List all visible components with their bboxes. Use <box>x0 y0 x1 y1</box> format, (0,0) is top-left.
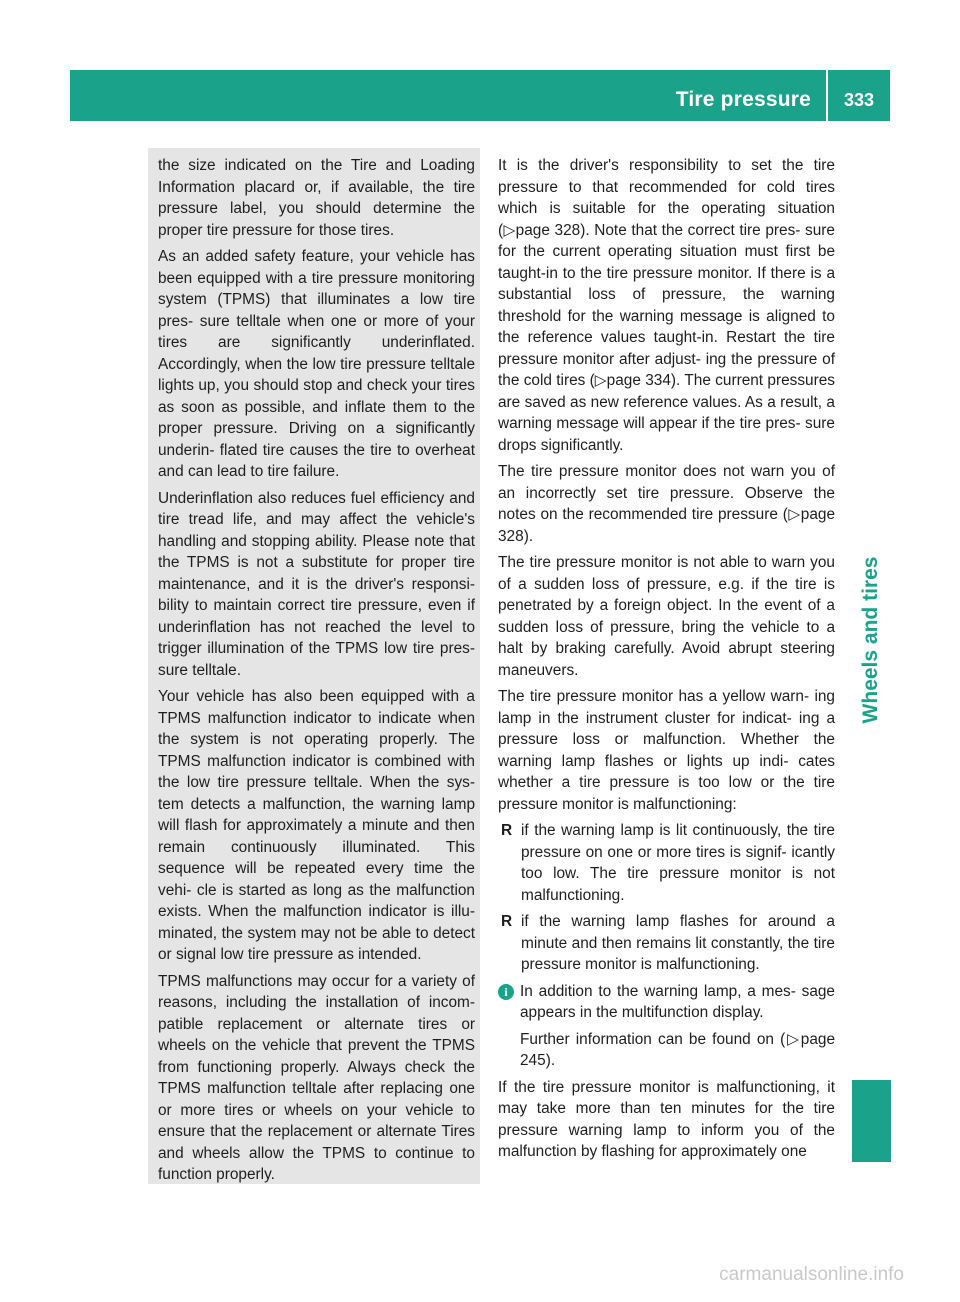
chapter-tab-label: Wheels and tires <box>859 556 882 724</box>
note-text: In addition to the warning lamp, a mes- sage appears in the multifunction display. <box>520 982 835 1021</box>
text: . <box>528 527 534 545</box>
paragraph: TPMS malfunctions may occur for a variety of reasons, including the installation of incom- patible replacement or alternate tires or wheels on the vehicle that prevent the TPMS from functioning properly. Always check the TPMS malfunction telltale after replacing one or more tires or wheels on your vehicle to ensure that the replacement or alternate Tires and wheels allow the TPMS to continue to function properly. <box>158 972 475 1183</box>
page-reference-link[interactable]: (▷ page 328 ) <box>498 222 585 239</box>
page-reference-link[interactable]: (▷ page 245 ) <box>520 1031 835 1070</box>
paragraph: If the tire pressure monitor is malfunctioning, it may take more than ten minutes for the tire pressure warning lamp to inform you of the malfunction by flashing for approximately one <box>498 1078 835 1160</box>
bullet-icon: R <box>501 822 513 839</box>
paragraph: Your vehicle has also been equipped with a TPMS malfunction indicator to indicate when the system is not operating properly. The TPMS malfunction indicator is combined with the low tire pressure telltale. When the sys- tem detects a malfunction, the warning lamp will flash for approximately a minute and then remain continuously illuminated. This sequence will be repeated every time the vehi- cle is started as long as the malfunction exists. When the malfunction indicator is illu- minated, the system may not be able to detect or signal low tire pressure as intended. <box>158 688 475 963</box>
left-column <box>158 155 475 1191</box>
paragraph <box>498 155 835 456</box>
paragraph: As an added safety feature, your vehicle has been equipped with a tire pressure monitoring system (TPMS) that illuminates a low tire pres- sure telltale when one or more of your tires are significantly underinflated. Accordingly, when the low tire pressure telltale lights up, you should stop and check your tires as soon as possible, and inflate them to the proper pressure. Driving on a significantly underin- flated tire causes the tire to overheat and can lead to tire failure. <box>158 248 475 480</box>
list-item <box>498 820 835 906</box>
list-item-text: if the warning lamp flashes for around a minute and then remains lit constantly, the tire pressure monitor is malfunctioning. <box>521 913 835 973</box>
text: . Note that the correct tire pres- sure for the current operating situation must first be taught-in to the tire pressure monitor. If there is a substantial loss of pressure, the warning threshold for the warning message is aligned to the reference values taught-in. Restart the tire pressure monitor after adjust- ing the pressure of the cold tires <box>498 221 835 389</box>
paragraph: Underinflation also reduces fuel efficiency and tire tread life, and may affect the vehicle's handling and stopping ability. Please note that the TPMS is not a substitute for proper tire maintenance, and it is the driver's responsi- bility to maintain correct tire pressure, even if underinflation has not reached the level to trigger illumination of the TPMS low tire pres- sure telltale. <box>158 489 475 679</box>
info-icon: i <box>498 984 514 1000</box>
paragraph: the size indicated on the Tire and Loading Information placard or, if available, the tire pressure label, you should determine the proper tire pressure for those tires. <box>158 157 475 239</box>
list-item-text: if the warning lamp is lit continuously, the tire pressure on one or more tires is signif- icantly too low. The tire pressure monitor is not malfunctioning. <box>521 822 835 904</box>
bullet-icon: R <box>501 913 513 930</box>
text: It is the driver's responsibility to set the tire pressure to that recommended for cold tires which is suitable for the operating situation <box>498 157 835 217</box>
page-reference-link[interactable]: (▷ page 328 ) <box>498 506 835 545</box>
paragraph: The tire pressure monitor has a yellow warn- ing lamp in the instrument cluster for indicat- ing a pressure loss or malfunction. Whether the warning lamp flashes or lights up indi- cates whether a tire pressure is too low or the tire pressure monitor is malfunctioning: <box>498 688 835 813</box>
info-note <box>498 981 835 1072</box>
text: . <box>550 1052 556 1069</box>
right-column <box>498 155 835 1168</box>
chapter-marker <box>852 1080 891 1162</box>
page-number: 333 <box>843 90 875 110</box>
watermark: carmanualsonline.info <box>719 1264 904 1285</box>
bullet-list <box>498 820 835 976</box>
list-item <box>498 911 835 976</box>
paragraph <box>498 461 835 547</box>
text: . The current pressures are saved as new reference values. As a result, a warning message will appear if the tire pres- sure drops significantly. <box>498 372 835 454</box>
paragraph: The tire pressure monitor is not able to warn you of a sudden loss of pressure, e.g. if the tire is penetrated by a foreign object. In the event of a sudden loss of pressure, bring the vehicle to a halt by braking carefully. Avoid abrupt steering maneuvers. <box>498 554 835 679</box>
page-reference-link[interactable]: (▷ page 334 ) <box>590 372 676 389</box>
chapter-tab <box>851 520 891 760</box>
text: The tire pressure monitor does not warn you of an incorrectly set tire pressure. Observe the notes on the recommended tire pressure <box>498 463 835 523</box>
header-bar <box>70 70 890 121</box>
text: Further information can be found on <box>520 1030 774 1048</box>
section-title: Tire pressure <box>675 88 811 111</box>
note-reference <box>520 1029 835 1072</box>
